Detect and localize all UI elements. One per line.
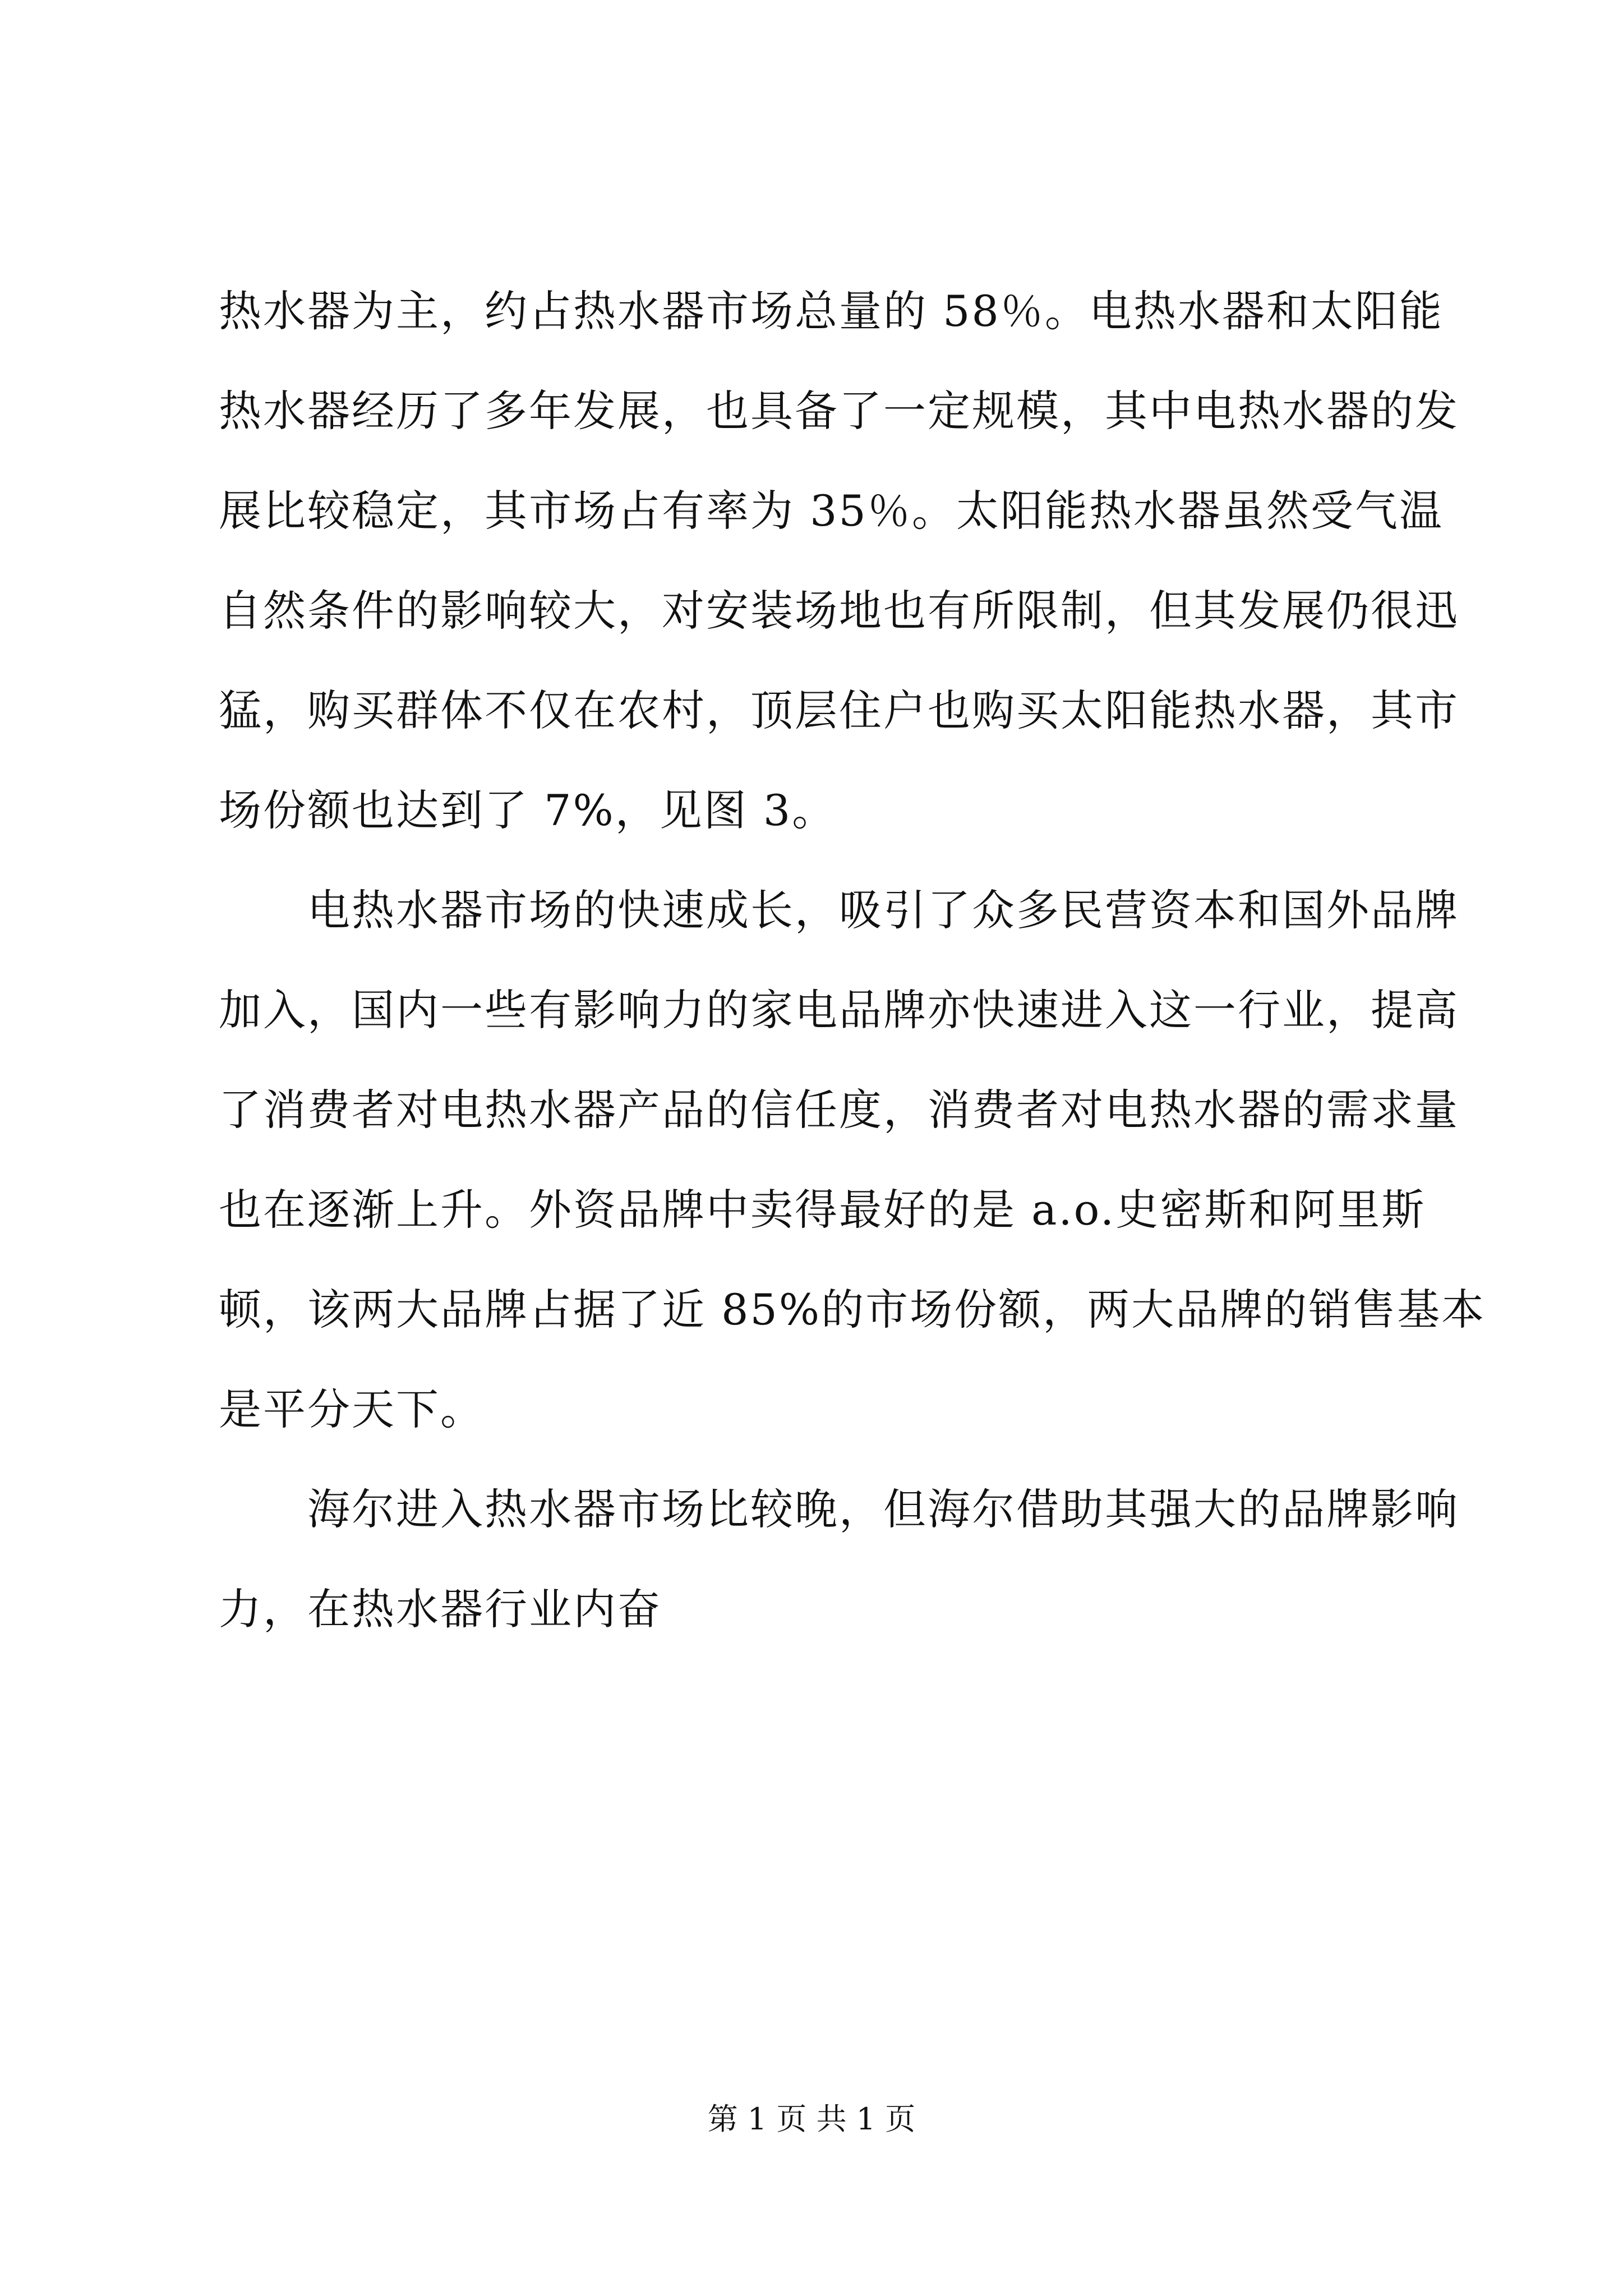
paragraph-line: 力，在热水器行业内奋 [219,1584,662,1634]
paragraph-line: 自然条件的影响较大，对安装场地也有所限制，但其发展仍很迅 [219,586,1459,636]
paragraph-line: 是平分天下。 [219,1384,485,1434]
paragraph-line: 电热水器市场的快速成长，吸引了众多民营资本和国外品牌 [219,885,1459,935]
paragraph-2 [219,861,1486,1460]
paragraph-line: 海尔进入热水器市场比较晚，但海尔借助其强大的品牌影响 [219,1484,1459,1534]
paragraph-line: 了消费者对电热水器产品的信任度，消费者对电热水器的需求量 [219,1085,1459,1135]
paragraph-line: 场份额也达到了 7%，见图 3。 [219,785,837,835]
paragraph-line: 猛，购买群体不仅在农村，顶层住户也购买太阳能热水器，其市 [219,685,1459,735]
paragraph-line: 也在逐渐上升。外资品牌中卖得最好的是 a.o.史密斯和阿里斯 [219,1185,1426,1235]
paragraph-line: 热水器为主，约占热水器市场总量的 58％。电热水器和太阳能 [219,286,1444,336]
paragraph-line: 加入，国内一些有影响力的家电品牌亦快速进入这一行业，提高 [219,985,1459,1035]
paragraph-line: 顿，该两大品牌占据了近 85%的市场份额，两大品牌的销售基本 [219,1285,1486,1335]
paragraph-1 [219,261,1459,861]
document-body [219,261,1486,1659]
page-footer: 第 1 页 共 1 页 [707,2101,916,2137]
paragraph-line: 展比较稳定，其市场占有率为 35％。太阳能热水器虽然受气温 [219,486,1444,536]
paragraph-line: 热水器经历了多年发展，也具备了一定规模，其中电热水器的发 [219,386,1459,436]
paragraph-3 [219,1460,1459,1659]
